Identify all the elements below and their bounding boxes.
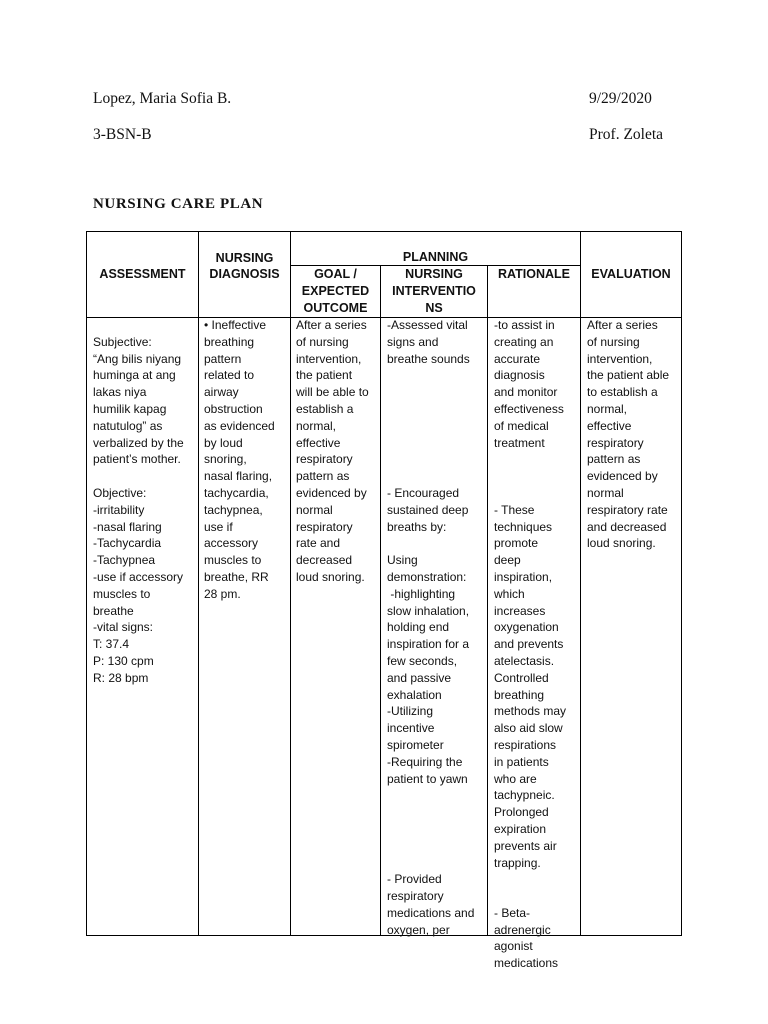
cell-assessment: Subjective: “Ang bilis niyang huminga at ang lakas niya humilik kapag natutulog” as verbalized by the patient’s mother. Objective: -irritability -nasal flaring -Tachycardia -Tachypnea -use if accessory muscles to breathe -vital signs: T: 37.4 P: 130 cpm R: 28 bpm — [93, 334, 184, 685]
cell-interventions: -Assessed vital signs and breathe sounds - Encouraged sustained deep breaths by: Using demonstration: -highlighting slow inhalation, holding end inspiration for a few seconds, and passive exhalation -Utilizing incentive spirometer -Requiring the patient to yawn - Provided respiratory medications and oxygen, per — [387, 318, 475, 937]
table-border-left — [86, 231, 87, 936]
column-divider — [198, 231, 199, 936]
page-title: NURSING CARE PLAN — [93, 196, 264, 212]
table-border-top — [86, 231, 682, 232]
header-planning: PLANNING — [402, 250, 469, 264]
column-divider — [487, 265, 488, 936]
date: 9/29/2020 — [589, 90, 652, 107]
column-divider — [580, 231, 581, 936]
header-nursing-diagnosis: NURSING DIAGNOSIS — [209, 251, 280, 281]
table-border-right — [681, 231, 682, 936]
student-name: Lopez, Maria Sofia B. — [93, 90, 232, 107]
header-assessment: ASSESSMENT — [99, 267, 186, 281]
table-border-bottom — [86, 935, 682, 936]
header-interventions: NURSING INTERVENTIO NS — [392, 267, 476, 315]
header-evaluation: EVALUATION — [591, 267, 671, 281]
column-divider — [380, 265, 381, 936]
cell-rationale: -to assist in creating an accurate diagnosis and monitor effectiveness of medical treatment - These techniques promote deep inspiration, which increases oxygenation and prevents atelectasis. Controlled breathing methods may also aid slow respirations in patients who are tachypneic. Prolonged expiration prevents air trapping. - Beta- adrenergic agonist medications — [494, 318, 567, 971]
cell-evaluation: After a series of nursing intervention, the patient able to establish a normal, effective respiratory pattern as evidenced by normal respiratory rate and decreased loud snoring. — [587, 318, 670, 551]
professor: Prof. Zoleta — [589, 126, 664, 143]
header-goal: GOAL / EXPECTED OUTCOME — [301, 267, 370, 315]
section: 3-BSN-B — [93, 126, 152, 143]
column-divider — [290, 231, 291, 936]
cell-goal: After a series of nursing intervention, the patient will be able to establish a normal, effective respiratory pattern as evidenced by normal respiratory rate and decreased loud snoring. — [296, 318, 369, 584]
header-rationale: RATIONALE — [498, 267, 570, 281]
cell-nursing-diagnosis: • Ineffective breathing pattern related to airway obstruction as evidenced by loud snoring, nasal flaring, tachycardia, tachypnea, use if accessory muscles to breathe, RR 28 pm. — [204, 318, 275, 601]
